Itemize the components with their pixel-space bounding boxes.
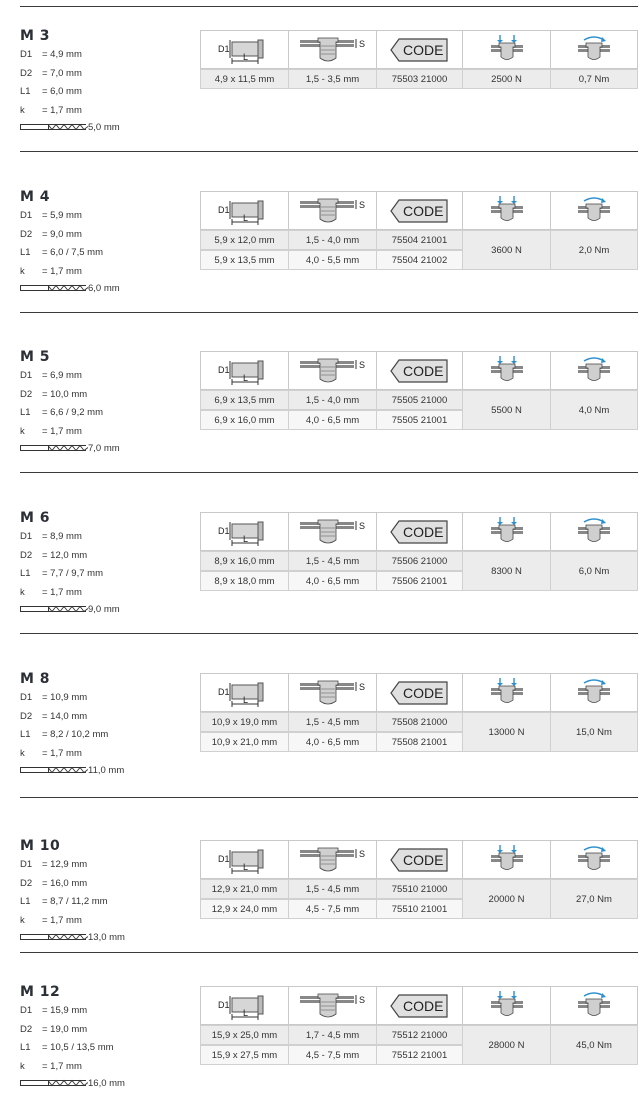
spec-key: D2 bbox=[20, 1023, 33, 1035]
d1-dimension-label: D1 bbox=[217, 853, 230, 864]
code-label-icon bbox=[376, 191, 463, 230]
table-cell-force: 5500 N bbox=[462, 390, 551, 430]
section-divider bbox=[20, 472, 638, 473]
spec-value: = 12,0 mm bbox=[42, 549, 88, 561]
table-cell-size: 10,9 x 19,0 mm bbox=[200, 712, 289, 732]
l-dimension-label: L bbox=[242, 694, 248, 705]
rivet-nut-s-icon bbox=[288, 986, 377, 1025]
s-dimension-label: S bbox=[358, 199, 365, 210]
spec-key: k bbox=[20, 1060, 25, 1072]
drill-bit-icon bbox=[20, 283, 88, 294]
spec-key: L1 bbox=[20, 1042, 31, 1053]
table-cell-torque: 45,0 Nm bbox=[550, 1025, 638, 1065]
drill-value: 9,0 mm bbox=[88, 604, 120, 615]
table-cell-torque: 15,0 Nm bbox=[550, 712, 638, 752]
spec-value: = 1,7 mm bbox=[42, 1060, 82, 1072]
spec-value: = 7,0 mm bbox=[42, 67, 82, 79]
spec-row bbox=[20, 1041, 114, 1054]
pull-force-icon bbox=[462, 351, 551, 390]
spec-row bbox=[20, 914, 82, 927]
spec-key: k bbox=[20, 586, 25, 598]
spec-key: D2 bbox=[20, 710, 33, 722]
d1-dimension-label: D1 bbox=[217, 43, 230, 54]
table-cell-code: 75506 21000 bbox=[376, 551, 463, 571]
l-dimension-label: L bbox=[242, 533, 248, 544]
drill-value: 7,0 mm bbox=[88, 443, 120, 454]
code-label-icon bbox=[376, 30, 463, 69]
spec-row bbox=[20, 85, 82, 98]
spec-row bbox=[20, 530, 82, 543]
drill-value: 6,0 mm bbox=[88, 283, 120, 294]
spec-row bbox=[20, 710, 87, 723]
section-divider bbox=[20, 151, 638, 152]
pull-force-icon bbox=[462, 673, 551, 712]
table-cell-grip: 4,0 - 6,5 mm bbox=[288, 571, 377, 591]
table-cell-size: 6,9 x 16,0 mm bbox=[200, 410, 289, 430]
section-divider bbox=[20, 6, 638, 7]
l-dimension-label: L bbox=[242, 212, 248, 223]
drill-value: 5,0 mm bbox=[88, 122, 120, 133]
code-label-text: CODE bbox=[402, 202, 443, 219]
table-cell-torque: 4,0 Nm bbox=[550, 390, 638, 430]
s-dimension-label: S bbox=[358, 994, 365, 1005]
spec-key: D1 bbox=[20, 210, 33, 221]
torque-icon bbox=[550, 191, 638, 230]
spec-value: = 10,9 mm bbox=[42, 692, 88, 703]
spec-row bbox=[20, 747, 82, 760]
rivet-nut-s-icon bbox=[288, 673, 377, 712]
spec-row bbox=[20, 369, 82, 382]
l-dimension-label: L bbox=[242, 861, 248, 872]
s-dimension-label: S bbox=[358, 520, 365, 531]
dimension-d1-l-icon bbox=[200, 191, 289, 230]
table-cell-code: 75510 21000 bbox=[376, 879, 463, 899]
table-cell-force: 20000 N bbox=[462, 879, 551, 919]
spec-key: L1 bbox=[20, 896, 31, 907]
spec-key: k bbox=[20, 425, 25, 437]
table-cell-size: 6,9 x 13,5 mm bbox=[200, 390, 289, 410]
rivet-nut-s-icon bbox=[288, 30, 377, 69]
table-cell-torque: 27,0 Nm bbox=[550, 879, 638, 919]
table-cell-size: 5,9 x 13,5 mm bbox=[200, 250, 289, 270]
section-title: M 10 bbox=[20, 838, 61, 854]
spec-value: = 1,7 mm bbox=[42, 425, 82, 437]
dimension-d1-l-icon bbox=[200, 351, 289, 390]
table-cell-force: 28000 N bbox=[462, 1025, 551, 1065]
spec-value: = 16,0 mm bbox=[42, 877, 88, 889]
spec-row bbox=[20, 1060, 82, 1073]
spec-key: L1 bbox=[20, 86, 31, 97]
pull-force-icon bbox=[462, 986, 551, 1025]
spec-value: = 5,9 mm bbox=[42, 210, 82, 221]
spec-key: D1 bbox=[20, 1005, 33, 1016]
pull-force-icon bbox=[462, 840, 551, 879]
section-title: M 12 bbox=[20, 984, 61, 1000]
torque-icon bbox=[550, 512, 638, 551]
spec-value: = 6,6 / 9,2 mm bbox=[42, 407, 103, 418]
torque-icon bbox=[550, 673, 638, 712]
pull-force-icon bbox=[462, 191, 551, 230]
table-cell-size: 12,9 x 24,0 mm bbox=[200, 899, 289, 919]
spec-key: D2 bbox=[20, 877, 33, 889]
spec-row bbox=[20, 549, 87, 562]
table-cell-force: 3600 N bbox=[462, 230, 551, 270]
table-cell-code: 75508 21000 bbox=[376, 712, 463, 732]
spec-key: L1 bbox=[20, 729, 31, 740]
spec-value: = 6,0 / 7,5 mm bbox=[42, 247, 103, 258]
spec-row bbox=[20, 104, 82, 117]
spec-key: k bbox=[20, 914, 25, 926]
l-dimension-label: L bbox=[242, 372, 248, 383]
torque-icon bbox=[550, 30, 638, 69]
spec-row bbox=[20, 877, 87, 890]
section-title: M 3 bbox=[20, 28, 51, 44]
spec-value: = 1,7 mm bbox=[42, 914, 82, 926]
drill-bit-icon bbox=[20, 1078, 88, 1089]
section-title: M 6 bbox=[20, 510, 51, 526]
code-label-text: CODE bbox=[402, 997, 443, 1014]
torque-icon bbox=[550, 840, 638, 879]
drill-value: 16,0 mm bbox=[88, 1078, 125, 1089]
section-divider bbox=[20, 312, 638, 313]
table-cell-size: 10,9 x 21,0 mm bbox=[200, 732, 289, 752]
spec-value: = 8,9 mm bbox=[42, 531, 82, 542]
table-cell-code: 75505 21000 bbox=[376, 390, 463, 410]
spec-value: = 1,7 mm bbox=[42, 104, 82, 116]
spec-row bbox=[20, 425, 82, 438]
spec-row bbox=[20, 567, 103, 580]
spec-value: = 1,7 mm bbox=[42, 265, 82, 277]
table-cell-size: 5,9 x 12,0 mm bbox=[200, 230, 289, 250]
l-dimension-label: L bbox=[242, 51, 248, 62]
drill-bit-icon bbox=[20, 765, 88, 776]
s-dimension-label: S bbox=[358, 359, 365, 370]
l-dimension-label: L bbox=[242, 1007, 248, 1018]
spec-value: = 10,0 mm bbox=[42, 388, 88, 400]
code-label-icon bbox=[376, 512, 463, 551]
table-cell-grip: 4,0 - 5,5 mm bbox=[288, 250, 377, 270]
section-divider bbox=[20, 633, 638, 634]
table-cell-force: 2500 N bbox=[462, 69, 551, 89]
code-label-text: CODE bbox=[402, 684, 443, 701]
table-cell-size: 8,9 x 16,0 mm bbox=[200, 551, 289, 571]
d1-dimension-label: D1 bbox=[217, 364, 230, 375]
table-cell-grip: 4,5 - 7,5 mm bbox=[288, 899, 377, 919]
spec-key: k bbox=[20, 747, 25, 759]
spec-key: L1 bbox=[20, 407, 31, 418]
spec-value: = 10,5 / 13,5 mm bbox=[42, 1042, 114, 1053]
spec-key: D1 bbox=[20, 531, 33, 542]
spec-row bbox=[20, 1023, 87, 1036]
s-dimension-label: S bbox=[358, 38, 365, 49]
pull-force-icon bbox=[462, 30, 551, 69]
spec-row bbox=[20, 895, 108, 908]
spec-value: = 1,7 mm bbox=[42, 747, 82, 759]
code-label-icon bbox=[376, 840, 463, 879]
spec-key: D2 bbox=[20, 67, 33, 79]
dimension-d1-l-icon bbox=[200, 512, 289, 551]
drill-size bbox=[20, 765, 124, 777]
table-cell-grip: 1,5 - 4,5 mm bbox=[288, 879, 377, 899]
table-cell-torque: 2,0 Nm bbox=[550, 230, 638, 270]
size-section bbox=[0, 510, 640, 630]
table-cell-code: 75508 21001 bbox=[376, 732, 463, 752]
table-cell-size: 15,9 x 27,5 mm bbox=[200, 1045, 289, 1065]
size-section bbox=[0, 838, 640, 958]
table-cell-grip: 1,5 - 4,0 mm bbox=[288, 230, 377, 250]
table-cell-size: 8,9 x 18,0 mm bbox=[200, 571, 289, 591]
code-label-text: CODE bbox=[402, 41, 443, 58]
table-cell-grip: 1,7 - 4,5 mm bbox=[288, 1025, 377, 1045]
spec-row bbox=[20, 586, 82, 599]
spec-value: = 12,9 mm bbox=[42, 859, 88, 870]
d1-dimension-label: D1 bbox=[217, 999, 230, 1010]
spec-key: D2 bbox=[20, 549, 33, 561]
spec-row bbox=[20, 246, 103, 259]
torque-icon bbox=[550, 351, 638, 390]
drill-value: 11,0 mm bbox=[88, 765, 125, 776]
table-cell-size: 4,9 x 11,5 mm bbox=[200, 69, 289, 89]
drill-value: 13,0 mm bbox=[88, 932, 125, 943]
d1-dimension-label: D1 bbox=[217, 686, 230, 697]
d1-dimension-label: D1 bbox=[217, 525, 230, 536]
spec-value: = 14,0 mm bbox=[42, 710, 88, 722]
table-cell-code: 75505 21001 bbox=[376, 410, 463, 430]
spec-value: = 6,0 mm bbox=[42, 86, 82, 97]
code-label-icon bbox=[376, 986, 463, 1025]
spec-value: = 8,2 / 10,2 mm bbox=[42, 729, 109, 740]
table-cell-grip: 1,5 - 4,5 mm bbox=[288, 712, 377, 732]
section-title: M 8 bbox=[20, 671, 51, 687]
table-cell-code: 75506 21001 bbox=[376, 571, 463, 591]
spec-value: = 6,9 mm bbox=[42, 370, 82, 381]
table-cell-grip: 4,0 - 6,5 mm bbox=[288, 410, 377, 430]
section-divider bbox=[20, 797, 638, 798]
table-cell-size: 12,9 x 21,0 mm bbox=[200, 879, 289, 899]
s-dimension-label: S bbox=[358, 848, 365, 859]
drill-bit-icon bbox=[20, 122, 88, 133]
spec-row bbox=[20, 406, 103, 419]
spec-value: = 15,9 mm bbox=[42, 1005, 88, 1016]
table-cell-code: 75510 21001 bbox=[376, 899, 463, 919]
code-label-text: CODE bbox=[402, 523, 443, 540]
section-title: M 5 bbox=[20, 349, 51, 365]
torque-icon bbox=[550, 986, 638, 1025]
table-cell-code: 75503 21000 bbox=[376, 69, 463, 89]
spec-row bbox=[20, 265, 82, 278]
s-dimension-label: S bbox=[358, 681, 365, 692]
spec-row bbox=[20, 1004, 87, 1017]
pull-force-icon bbox=[462, 512, 551, 551]
spec-row bbox=[20, 67, 82, 80]
table-cell-code: 75504 21002 bbox=[376, 250, 463, 270]
spec-value: = 8,7 / 11,2 mm bbox=[42, 896, 108, 907]
table-cell-code: 75512 21000 bbox=[376, 1025, 463, 1045]
spec-key: D1 bbox=[20, 49, 33, 60]
d1-dimension-label: D1 bbox=[217, 204, 230, 215]
code-label-text: CODE bbox=[402, 362, 443, 379]
table-cell-grip: 4,5 - 7,5 mm bbox=[288, 1045, 377, 1065]
table-cell-torque: 0,7 Nm bbox=[550, 69, 638, 89]
spec-row bbox=[20, 48, 82, 61]
drill-bit-icon bbox=[20, 443, 88, 454]
drill-bit-icon bbox=[20, 932, 88, 943]
dimension-d1-l-icon bbox=[200, 30, 289, 69]
rivet-nut-s-icon bbox=[288, 512, 377, 551]
drill-size bbox=[20, 122, 120, 134]
drill-size bbox=[20, 1078, 125, 1090]
spec-row bbox=[20, 388, 87, 401]
table-cell-size: 15,9 x 25,0 mm bbox=[200, 1025, 289, 1045]
spec-key: D2 bbox=[20, 228, 33, 240]
section-title: M 4 bbox=[20, 189, 51, 205]
table-cell-grip: 1,5 - 3,5 mm bbox=[288, 69, 377, 89]
drill-size bbox=[20, 932, 125, 944]
size-section bbox=[0, 671, 640, 791]
code-label-icon bbox=[376, 673, 463, 712]
drill-size bbox=[20, 604, 120, 616]
spec-key: k bbox=[20, 104, 25, 116]
spec-value: = 7,7 / 9,7 mm bbox=[42, 568, 103, 579]
spec-key: D1 bbox=[20, 370, 33, 381]
drill-size bbox=[20, 443, 120, 455]
code-label-icon bbox=[376, 351, 463, 390]
rivet-nut-s-icon bbox=[288, 191, 377, 230]
spec-key: D2 bbox=[20, 388, 33, 400]
spec-row bbox=[20, 209, 82, 222]
size-section bbox=[0, 984, 640, 1104]
table-cell-force: 8300 N bbox=[462, 551, 551, 591]
spec-key: D1 bbox=[20, 692, 33, 703]
spec-key: k bbox=[20, 265, 25, 277]
drill-size bbox=[20, 283, 120, 295]
table-cell-grip: 1,5 - 4,0 mm bbox=[288, 390, 377, 410]
size-section bbox=[0, 28, 640, 148]
rivet-nut-s-icon bbox=[288, 840, 377, 879]
spec-value: = 19,0 mm bbox=[42, 1023, 88, 1035]
spec-row bbox=[20, 228, 82, 241]
code-label-text: CODE bbox=[402, 851, 443, 868]
size-section bbox=[0, 349, 640, 469]
spec-row bbox=[20, 691, 87, 704]
drill-bit-icon bbox=[20, 604, 88, 615]
spec-row bbox=[20, 858, 87, 871]
table-cell-grip: 4,0 - 6,5 mm bbox=[288, 732, 377, 752]
spec-value: = 1,7 mm bbox=[42, 586, 82, 598]
table-cell-grip: 1,5 - 4,5 mm bbox=[288, 551, 377, 571]
spec-key: L1 bbox=[20, 568, 31, 579]
size-section bbox=[0, 189, 640, 309]
dimension-d1-l-icon bbox=[200, 840, 289, 879]
table-cell-code: 75512 21001 bbox=[376, 1045, 463, 1065]
dimension-d1-l-icon bbox=[200, 986, 289, 1025]
table-cell-code: 75504 21001 bbox=[376, 230, 463, 250]
spec-value: = 4,9 mm bbox=[42, 49, 82, 60]
table-cell-torque: 6,0 Nm bbox=[550, 551, 638, 591]
table-cell-force: 13000 N bbox=[462, 712, 551, 752]
dimension-d1-l-icon bbox=[200, 673, 289, 712]
rivet-nut-s-icon bbox=[288, 351, 377, 390]
spec-key: D1 bbox=[20, 859, 33, 870]
spec-row bbox=[20, 728, 108, 741]
spec-key: L1 bbox=[20, 247, 31, 258]
spec-value: = 9,0 mm bbox=[42, 228, 82, 240]
